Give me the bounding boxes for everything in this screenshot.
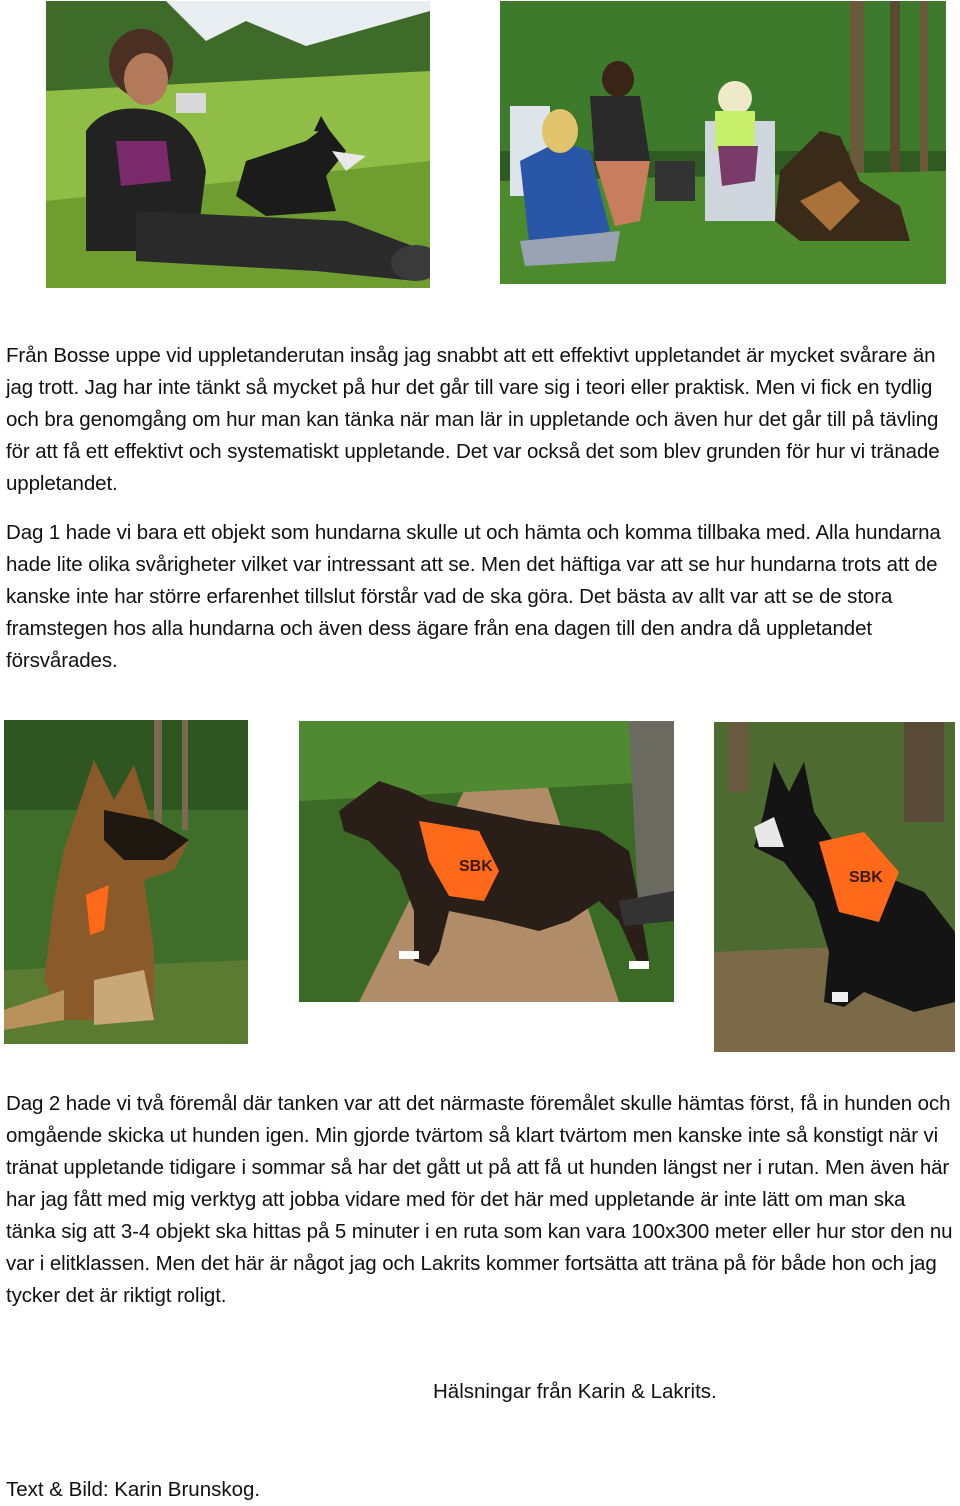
photo-group-in-shade [500,1,946,284]
vest-label-black-dog: SBK [849,869,883,886]
paragraph-intro: Från Bosse uppe vid uppletanderutan insåg jag snabbt att ett effektivt uppletandet är mycket svårare än jag trott. Jag har inte tänkt så mycket på hur det går till vare sig i teori eller praktisk. Men vi fick en tydlig och bra genomgång om hur man kan tänka när man lär in uppletande och även hur det går till på tävling för att få ett effektivt och systematiskt uppletande. Det var också det som blev grunden för hur vi tränade uppletandet. [6,344,940,495]
paragraph-day-1: Dag 1 hade vi bara ett objekt som hundarna skulle ut och hämta och komma tillbaka med. Alla hundarna hade lite olika svårigheter vilket var intressant att se. Men det häftiga var att se hur hundarna trots att de kanske inte har större erfarenhet tillslut förstår vad de ska göra. Det bästa av allt var att se de stora framstegen hos alla hundarna och även dess ägare från ena dagen till den andra då uppletandet försvårades. [6,521,941,672]
photo-boxer-dog [299,721,674,1002]
photo-black-dog [714,722,955,1052]
photo-shepherd-dog [4,720,248,1044]
vest-label-boxer: SBK [459,858,493,875]
greeting: Hälsningar från Karin & Lakrits. [433,1380,717,1403]
paragraph-day-2: Dag 2 hade vi två föremål där tanken var att det närmaste föremålet skulle hämtas först, få in hunden och omgående skicka ut hunden igen. Min gjorde tvärtom så klart tvärtom men kanske inte så konstigt när vi tränat uppletande tidigare i sommar så har det gått ut på att få ut hunden längst ner i rutan. Men även här har jag fått med mig verktyg att jobba vidare med för det här med uppletande är inte lätt om man ska tänka sig att 3-4 objekt ska hittas på 5 minuter i en ruta som kan vara 100x300 meter eller hur stor den nu var i elitklassen. Men det här är något jag och Lakrits kommer fortsätta att träna på för både hon och jag tycker det är riktigt roligt. [6,1092,953,1307]
photo-woman-with-dog [46,1,430,288]
credit-line: Text & Bild: Karin Brunskog. [6,1478,261,1501]
